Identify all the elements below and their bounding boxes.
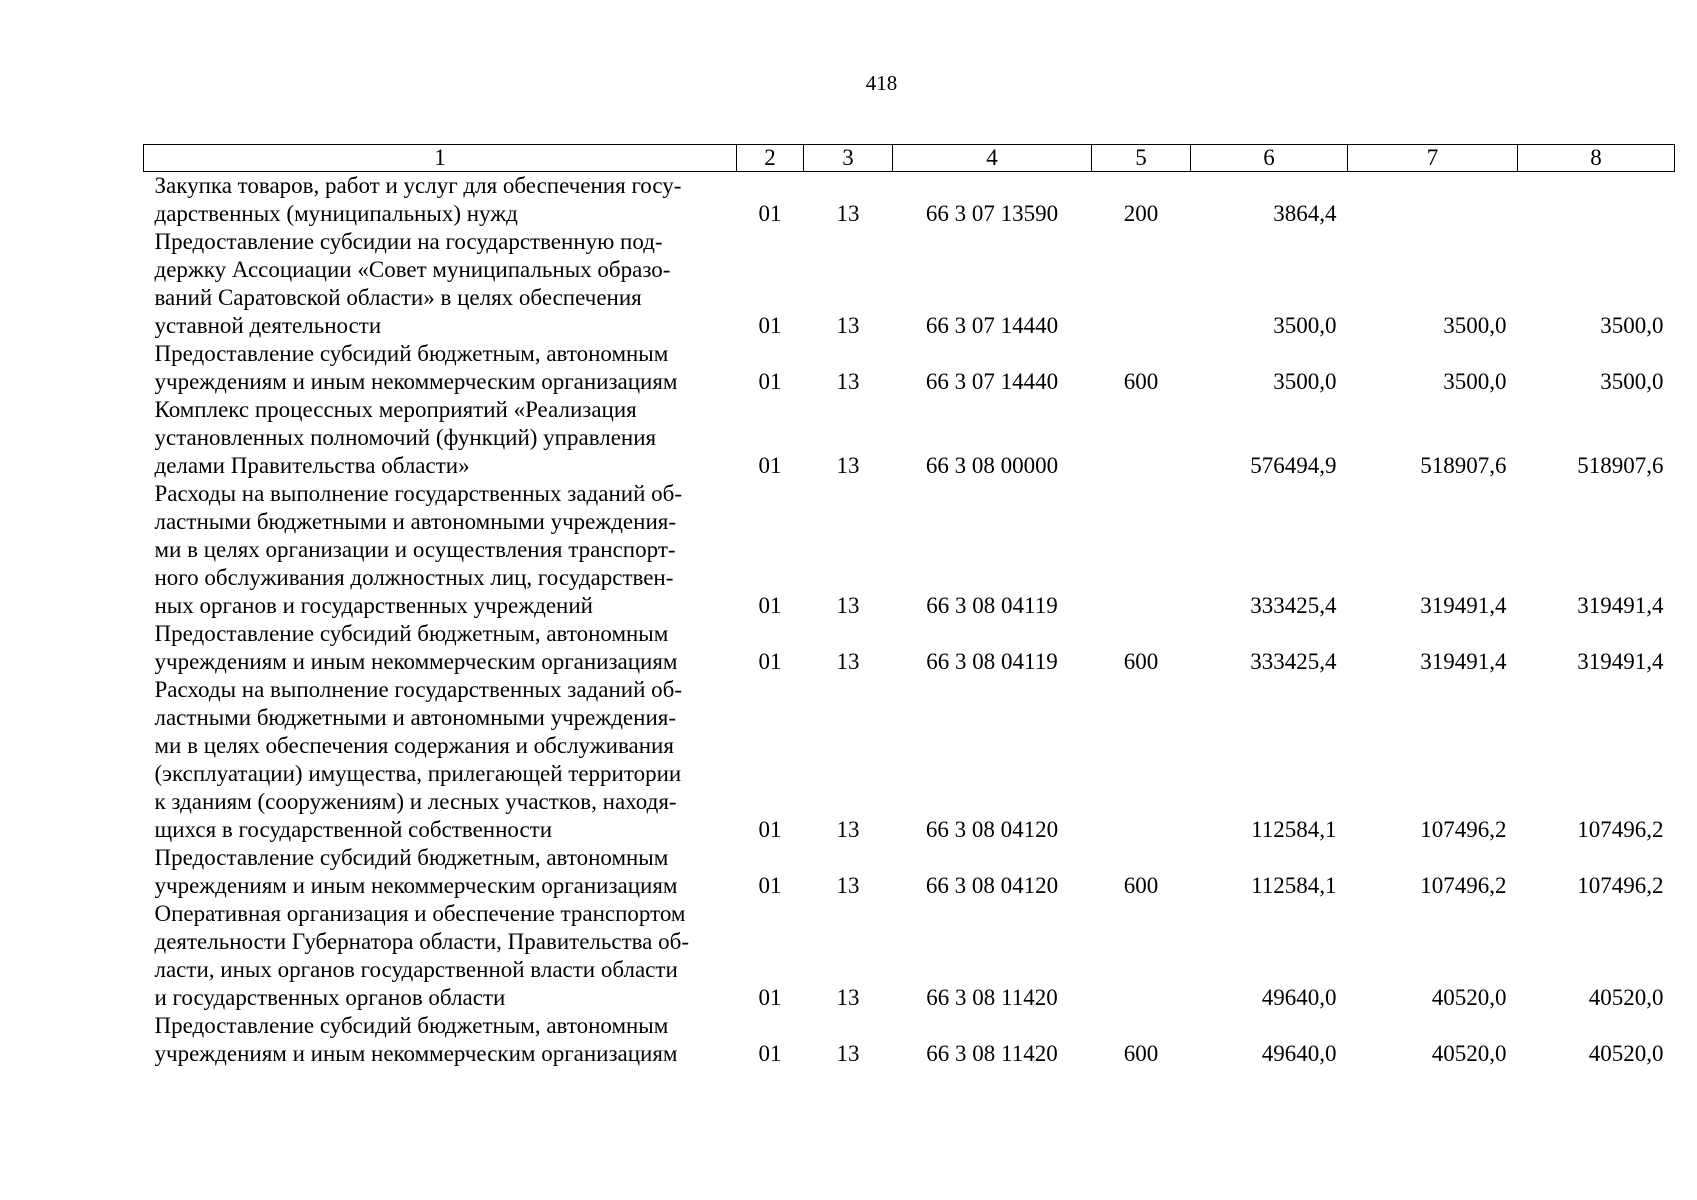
row-section-code: 01: [758, 313, 782, 338]
row-amount-col7: 107496,2: [1420, 817, 1507, 842]
row-target-article: 66 3 08 11420: [926, 985, 1058, 1010]
description-line: Оперативная организация и обеспечение транспортом: [154, 901, 686, 926]
row-amount-col8: 3500,0: [1600, 369, 1664, 394]
description-line: дарственных (муниципальных) нужд: [154, 201, 518, 226]
budget-table: [143, 144, 1675, 1068]
row-amount-col6: 3500,0: [1273, 369, 1337, 394]
table-row: [144, 228, 1675, 340]
description-line: Предоставление субсидий бюджетным, автономным: [154, 1013, 669, 1038]
row-expense-type: 600: [1123, 873, 1159, 898]
description-line: Предоставление субсидий бюджетным, автономным: [154, 621, 669, 646]
description-line: ных органов и государственных учреждений: [154, 593, 593, 618]
row-amount-col6: 333425,4: [1250, 649, 1337, 674]
description-line: щихся в государственной собственности: [154, 817, 553, 842]
row-amount-col8: 40520,0: [1588, 1041, 1664, 1066]
row-target-article: 66 3 08 04119: [926, 593, 1058, 618]
page-number: 418: [865, 71, 898, 95]
row-amount-col7: 3500,0: [1443, 369, 1507, 394]
row-subsection-code: 13: [836, 873, 860, 898]
row-amount-col7: 3500,0: [1443, 313, 1507, 338]
table-row: [144, 172, 1675, 229]
description-line: ми в целях организации и осуществления транспорт-: [154, 537, 676, 562]
row-subsection-code: 13: [836, 1041, 860, 1066]
row-expense-type: 200: [1123, 201, 1159, 226]
row-description: [144, 396, 737, 480]
row-amount-col8: [1518, 172, 1675, 229]
description-line: (эксплуатации) имущества, прилегающей территории: [154, 761, 682, 786]
header-col-2: 2: [737, 145, 804, 172]
row-subsection-code: 13: [836, 453, 860, 478]
description-line: и государственных органов области: [154, 985, 506, 1010]
row-amount-col6: 333425,4: [1250, 593, 1337, 618]
row-expense-type: 600: [1123, 1041, 1159, 1066]
table-row: [144, 676, 1675, 844]
row-description: [144, 844, 737, 900]
description-line: к зданиям (сооружениям) и лесных участков, находя-: [154, 789, 677, 814]
description-line: учреждениям и иным некоммерческим организациям: [154, 369, 678, 394]
row-subsection-code: 13: [836, 985, 860, 1010]
row-target-article: 66 3 08 04119: [926, 649, 1058, 674]
row-amount-col6: 49640,0: [1261, 985, 1337, 1010]
table-header: [144, 145, 1675, 172]
table-row: [144, 844, 1675, 900]
row-description: [144, 228, 737, 340]
row-target-article: 66 3 07 13590: [925, 201, 1059, 226]
row-section-code: 01: [758, 985, 782, 1010]
description-line: учреждениям и иным некоммерческим организациям: [154, 1041, 678, 1066]
row-section-code: 01: [758, 649, 782, 674]
description-line: держку Ассоциации «Совет муниципальных образо-: [154, 257, 671, 282]
row-amount-col8: 107496,2: [1577, 873, 1664, 898]
row-expense-type: [1092, 900, 1191, 1012]
row-amount-col7: 518907,6: [1420, 453, 1507, 478]
row-subsection-code: 13: [836, 313, 860, 338]
description-line: учреждениям и иным некоммерческим организациям: [154, 649, 678, 674]
row-amount-col8: 40520,0: [1588, 985, 1664, 1010]
row-amount-col6: 576494,9: [1250, 453, 1337, 478]
row-subsection-code: 13: [836, 201, 860, 226]
row-amount-col8: 3500,0: [1600, 313, 1664, 338]
row-target-article: 66 3 08 04120: [925, 817, 1059, 842]
row-expense-type: [1092, 676, 1191, 844]
description-line: установленных полномочий (функций) управления: [154, 425, 657, 450]
row-expense-type: [1092, 480, 1191, 620]
row-description: [144, 620, 737, 676]
description-line: Расходы на выполнение государственных заданий об-: [154, 481, 682, 506]
table-row: [144, 396, 1675, 480]
description-line: ласти, иных органов государственной власти области: [154, 957, 678, 982]
row-description: [144, 340, 737, 396]
row-amount-col8: 319491,4: [1577, 593, 1664, 618]
row-description: [144, 480, 737, 620]
row-subsection-code: 13: [836, 649, 860, 674]
row-amount-col7: [1348, 172, 1518, 229]
description-line: уставной деятельности: [154, 313, 382, 338]
row-expense-type: [1092, 228, 1191, 340]
header-row: [144, 145, 1675, 172]
row-target-article: 66 3 07 14440: [925, 313, 1059, 338]
row-amount-col6: 3864,4: [1273, 201, 1337, 226]
header-col-5: 5: [1092, 145, 1191, 172]
table-body: [144, 172, 1675, 1069]
row-amount-col7: 319491,4: [1420, 593, 1507, 618]
header-col-7: 7: [1348, 145, 1518, 172]
table-row: [144, 480, 1675, 620]
description-line: ластными бюджетными и автономными учреждения-: [154, 705, 676, 730]
row-section-code: 01: [758, 1041, 782, 1066]
header-col-3: 3: [804, 145, 893, 172]
row-target-article: 66 3 08 04120: [925, 873, 1059, 898]
description-line: ваний Саратовской области» в целях обеспечения: [154, 285, 642, 310]
row-expense-type: 600: [1123, 649, 1159, 674]
row-amount-col8: 107496,2: [1577, 817, 1664, 842]
row-subsection-code: 13: [836, 817, 860, 842]
description-line: ного обслуживания должностных лиц, государствен-: [154, 565, 674, 590]
description-line: Закупка товаров, работ и услуг для обеспечения госу-: [154, 173, 682, 198]
description-line: Расходы на выполнение государственных заданий об-: [154, 677, 682, 702]
description-line: учреждениям и иным некоммерческим организациям: [154, 873, 678, 898]
header-col-4: 4: [893, 145, 1092, 172]
description-line: ми в целях обеспечения содержания и обслуживания: [154, 733, 674, 758]
table-row: [144, 1012, 1675, 1068]
row-amount-col8: 319491,4: [1577, 649, 1664, 674]
table-row: [144, 340, 1675, 396]
row-section-code: 01: [758, 369, 782, 394]
row-amount-col7: 40520,0: [1431, 985, 1507, 1010]
row-section-code: 01: [758, 873, 782, 898]
description-line: Предоставление субсидий бюджетным, автономным: [154, 845, 669, 870]
row-description: [144, 676, 737, 844]
header-col-8: 8: [1518, 145, 1675, 172]
header-col-1: 1: [144, 145, 737, 172]
row-section-code: 01: [758, 593, 782, 618]
description-line: Комплекс процессных мероприятий «Реализация: [154, 397, 637, 422]
row-amount-col6: 112584,1: [1251, 873, 1337, 898]
row-subsection-code: 13: [836, 369, 860, 394]
row-description: [144, 900, 737, 1012]
row-amount-col6: 49640,0: [1261, 1041, 1337, 1066]
row-description: [144, 1012, 737, 1068]
row-amount-col7: 319491,4: [1420, 649, 1507, 674]
row-expense-type: 600: [1123, 369, 1159, 394]
row-target-article: 66 3 08 00000: [925, 453, 1059, 478]
row-description: [144, 172, 737, 229]
row-section-code: 01: [758, 817, 782, 842]
description-line: деятельности Губернатора области, Правительства об-: [154, 929, 690, 954]
row-amount-col6: 3500,0: [1273, 313, 1337, 338]
row-expense-type: [1092, 396, 1191, 480]
description-line: Предоставление субсидии на государственную под-: [154, 229, 663, 254]
table-row: [144, 620, 1675, 676]
row-amount-col7: 107496,2: [1420, 873, 1507, 898]
row-amount-col6: 112584,1: [1251, 817, 1337, 842]
header-col-6: 6: [1191, 145, 1348, 172]
description-line: делами Правительства области»: [154, 453, 470, 478]
row-amount-col8: 518907,6: [1577, 453, 1664, 478]
row-section-code: 01: [758, 453, 782, 478]
description-line: Предоставление субсидий бюджетным, автономным: [154, 341, 669, 366]
row-subsection-code: 13: [836, 593, 860, 618]
table-row: [144, 900, 1675, 1012]
row-target-article: 66 3 08 11420: [926, 1041, 1058, 1066]
row-target-article: 66 3 07 14440: [925, 369, 1059, 394]
row-amount-col7: 40520,0: [1431, 1041, 1507, 1066]
row-section-code: 01: [758, 201, 782, 226]
description-line: ластными бюджетными и автономными учреждения-: [154, 509, 676, 534]
